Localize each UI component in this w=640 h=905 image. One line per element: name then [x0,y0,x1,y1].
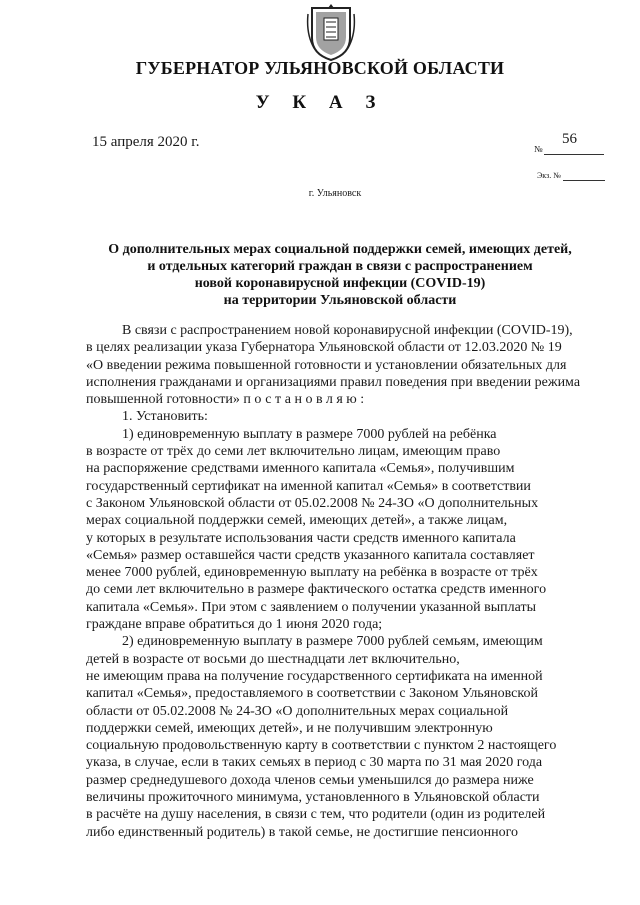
body-line: области от 05.02.2008 № 24-ЗО «О дополнительных мерах социальной [86,703,509,719]
body-line: 1. Установить: [122,409,208,425]
body-line: мерах социальной поддержки семей, имеющих детей», а также лицам, [86,513,508,529]
number-label: № [534,144,543,154]
body-line: капитала «Семья». При этом с заявлением о получении указанной выплаты [86,599,536,615]
number-underline [544,154,604,155]
body-line: поддержки семей, имеющих детей», и не получившим электронную [86,720,493,736]
decree-body [86,322,608,841]
body-line: не имеющим права на получение государственного сертификата на именной [86,668,543,684]
body-line-text: повышенной готовности» [86,392,240,408]
title-line: новой коронавирусной инфекции (COVID-19) [194,276,486,291]
body-line: граждане вправе обратиться до 1 июня 2020 года; [86,617,383,633]
document-date: 15 апреля 2020 г. [92,134,200,150]
body-line: в целях реализации указа Губернатора Ульяновской области от 12.03.2020 № 19 [86,340,562,356]
title-line: и отдельных категорий граждан в связи с распространением [147,259,533,274]
body-line: в расчёте на душу населения, в связи с тем, что родители (один из родителей [86,807,546,823]
body-line: на распоряжение средствами именного капитала «Семья», получившим [86,461,515,477]
document-title [60,241,620,309]
body-line: до семи лет включительно в размере фактического остатка средств именного [86,582,547,598]
body-line: исполнения гражданами и организациями правил поведения при введении режима [86,374,581,390]
body-line: социальную продовольственную карту в соответствии с пунктом 2 настоящего [86,738,557,754]
body-line: государственный сертификат на именной капитал «Семья» в соответствии [86,478,531,494]
body-line: указа, в случае, если в таких семьях в период с 30 марта по 31 мая 2020 года [86,755,543,771]
resolve-word: постановляю: [243,392,368,408]
body-line: капитал «Семья», предоставляемого в соответствии с Законом Ульяновской [86,686,538,702]
body-line: «Семья» размер оставшейся части средств указанного капитала составляет [86,547,535,563]
title-line: на территории Ульяновской области [223,293,457,308]
body-line: менее 7000 рублей, единовременную выплату на ребёнка в возрасте от трёх [86,565,538,581]
body-line: либо единственный родитель) в такой семье, не достигшие пенсионного [86,824,519,840]
body-line: детей в возрасте от восьми до шестнадцати лет включительно, [86,651,460,667]
issuing-authority: ГУБЕРНАТОР УЛЬЯНОВСКОЙ ОБЛАСТИ [135,58,505,78]
body-line: В связи с распространением новой коронавирусной инфекции (COVID-19), [122,323,573,338]
body-line: размер среднедушевого дохода членов семьи уменьшился до размера ниже [86,772,534,788]
body-line: в возрасте от трёх до семи лет включительно лицам, имеющим право [86,444,501,460]
body-line: «О введении режима повышенной готовности и установлении обязательных для [86,357,567,373]
body-line: с Законом Ульяновской области от 05.02.2008 № 24-ЗО «О дополнительных [86,495,539,511]
body-line: 2) единовременную выплату в размере 7000 рублей семьям, имеющим [122,634,543,650]
coat-of-arms-emblem-icon [306,4,356,62]
body-line [86,391,608,408]
issue-city: г. Ульяновск [308,188,362,199]
body-line: величины прожиточного минимума, установленного в Ульяновской области [86,790,540,806]
title-line: О дополнительных мерах социальной поддержки семей, имеющих детей, [108,242,572,257]
copy-number-underline [563,180,605,181]
copy-number-label: Экз. № [537,171,561,180]
document-type: У К А З [255,92,385,113]
document-number: 56 [562,131,577,147]
body-line: у которых в результате использования части средств именного капитала [86,530,516,546]
body-line: 1) единовременную выплату в размере 7000 рублей на ребёнка [122,426,497,442]
